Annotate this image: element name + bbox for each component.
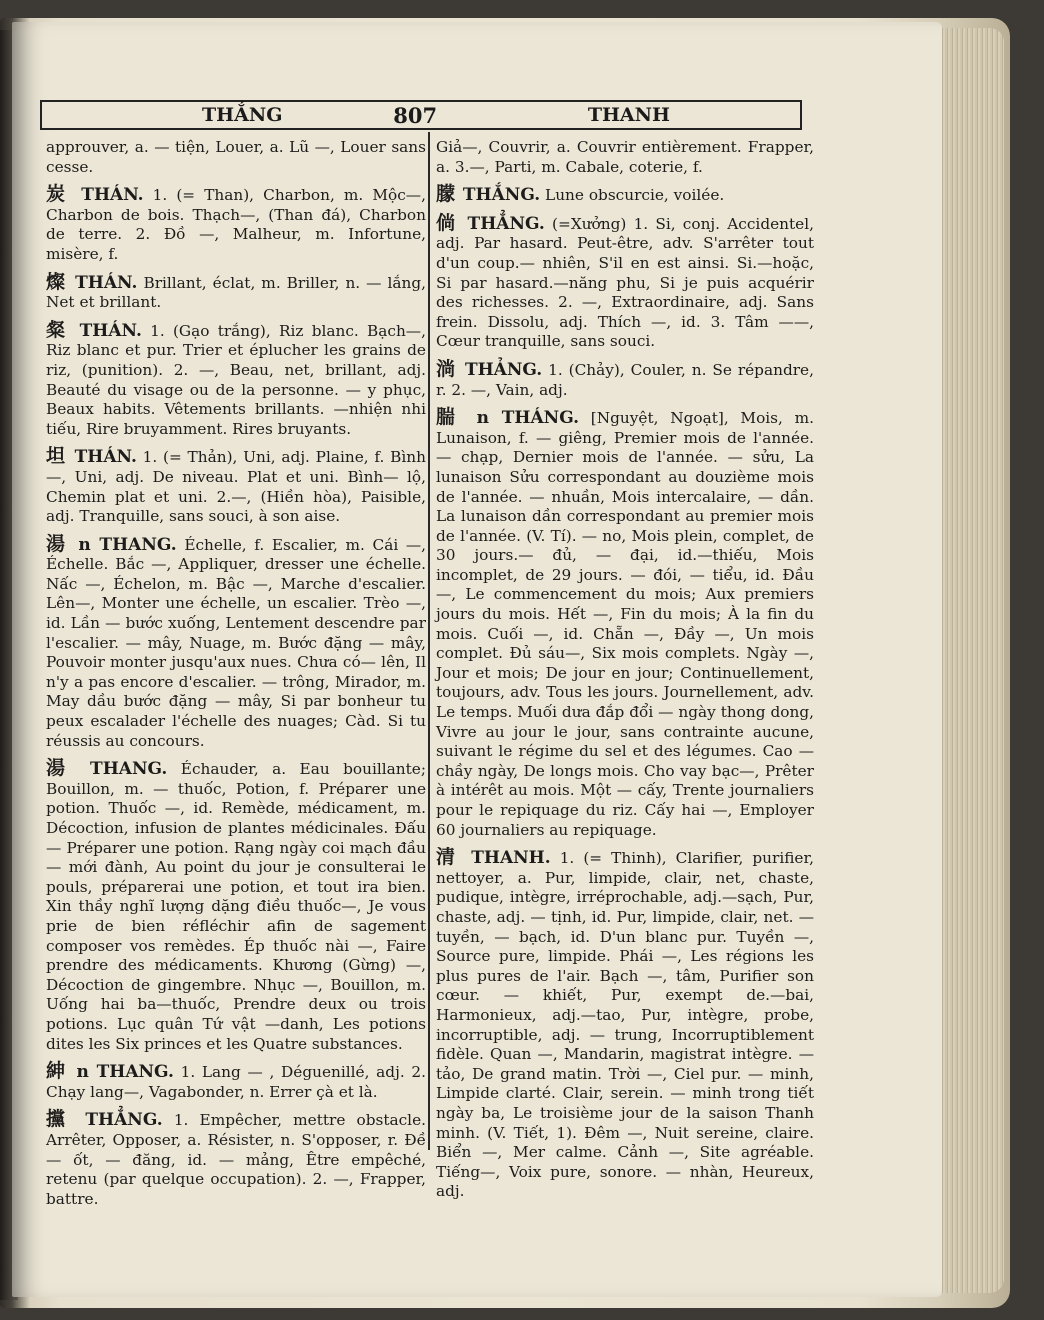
page-header xyxy=(40,100,802,130)
dictionary-entry xyxy=(46,759,426,1054)
han-character: 湯 xyxy=(46,757,74,780)
entry-text: approuver, a. — tiện, Louer, a. Lũ —, Louer sans cesse. xyxy=(46,138,426,176)
dictionary-entry xyxy=(436,848,814,1202)
han-character: 淌 xyxy=(436,357,457,380)
headword: THÁN. xyxy=(74,447,137,468)
header-right-word: THANH xyxy=(587,104,670,126)
headword: THÁN. xyxy=(75,272,138,293)
entry-text: 1. (= Thinh), Clarifier, purifier, nettoyer, a. Pur, limpide, clair, net, chaste, pudique, intègre, irréprochable, adj.—sạch, Pur, chaste, adj. — tịnh, id. Pur, limpide, clair, net. —tuyền, — bạch, id. D'un blanc pur. Tuyền —, Source pure, limpide. Phái —, Les régions les plus pures de l'air. Bạch —, tâm, Purifier son cœur. — khiết, Pur, exempt de.—bai, Harmonieux, adj.—tao, Pur, intègre, probe, incorruptible, adj. — trung, Incorruptiblement fidèle. Quan —, Mandarin, magistrat intègre. — tảo, De grand matin. Trời —, Ciel pur. — minh, Limpide clarté. Clair, serein. — minh trong tiết ngày ba, Le troisième jour de la saison Thanh minh. (V. Tiết, 1). Đêm —, Nuit sereine, claire. Biển —, Mer calme. Cảnh —, Site agréable. Tiếng—, Voix pure, sonore. — nhàn, Heureux, adj. xyxy=(436,849,814,1201)
han-character: 倘 xyxy=(436,211,458,234)
han-character: 清 xyxy=(436,846,460,869)
entry-text: 1. (= Than), Charbon, m. Mộc—, Charbon de bois. Thạch—, (Than đá), Charbon de terre. 2. Đồ —, Malheur, m. Infortune, misère, f. xyxy=(46,186,426,263)
dictionary-entry xyxy=(46,270,426,313)
han-character: 腨 xyxy=(436,406,462,429)
headword: n THANG. xyxy=(78,534,177,555)
dictionary-entry xyxy=(46,447,426,526)
page-number: 807 xyxy=(393,102,438,128)
dictionary-entry xyxy=(46,1110,426,1209)
headword: THẲNG. xyxy=(85,1110,163,1131)
dictionary-entry xyxy=(46,185,426,264)
dictionary-entry xyxy=(46,138,426,177)
han-character: 燦 xyxy=(46,270,67,293)
entry-text: [Nguyệt, Ngoạt], Mois, m. Lunaison, f. — giêng, Premier mois de l'année. — chạp, Dernier mois de l'année. — sửu, La lunaison Sửu correspondant au douzième mois de l'année. — nhuần, Mois intercalaire, — dần. La lunaison dần correspondant au premier mois de l'année. (V. Tí). — no, Mois plein, complet, de 30 jours.— đủ, — đại, id.—thiếu, Mois incomplet, de 29 jours. — đói, — tiểu, id. Đầu —, Le commencement du mois; Aux premiers jours du mois. Hết —, Fin du mois; À la fin du mois. Cuối —, id. Chẵn —, Đầy —, Un mois complet. Đủ sáu—, Six mois complets. Ngày —, Jour et mois; De jour en jour; Continuellement, toujours, adv. Tous les jours. Journellement, adv. Le temps. Muối dưa đắp đổi — ngày thong dong, Vivre au jour le jour, sans contrainte aucune, suivant le régime du sel et des légumes. Cao —chầy ngày, De longs mois. Cho vay bạc—, Prêter à intérêt au mois. Một — cấy, Trente journaliers pour le repiquage du riz. Cấy hai —, Employer 60 journaliers au repiquage. xyxy=(436,409,814,839)
headword: THẲNG. xyxy=(467,213,545,234)
han-character: 粲 xyxy=(46,318,69,341)
headword: THANH. xyxy=(471,848,551,869)
entry-text: Échelle, f. Escalier, m. Cái —, Échelle. Bắc —, Appliquer, dresser une échelle. Nấc —, Échelon, m. Bậc —, Marche d'escalier. Lên—, Monter une échelle, un escalier. Trèo —, id. Lần — bước xuống, Lentement descendre par l'escalier. — mây, Nuage, m. Bước đặng — mây, Pouvoir monter jusqu'aux nues. Chưa có— lên, Il n'y a pas encore d'escalier. — trông, Mirador, m. May dầu bước đặng — mây, Si par bonheur tu peux escalader l'échelle des nuages; Càd. Si tu réussis au concours. xyxy=(46,535,426,750)
headword: THẢNG. xyxy=(464,359,543,380)
entry-text: (=Xưởng) 1. Si, conj. Accidentel, adj. Par hasard. Peut-être, adv. S'arrêter tout d'un coup.— nhiên, S'il en est ainsi. Si.—hoặc, Si par hasard.—năng phu, Si je puis acquérir des richesses. 2. —, Extraordinaire, adj. Sans frein. Dissolu, adj. Thích —, id. 3. Tâm ——, Cœur tranquille, sans souci. xyxy=(436,214,814,351)
entry-text: Giả—, Couvrir, a. Couvrir entièrement. Frapper, a. 3.—, Parti, m. Cabale, coterie, f. xyxy=(436,138,814,176)
entry-text: Brillant, éclat, m. Briller, n. — lắng, Net et brillant. xyxy=(46,273,426,312)
dictionary-entry xyxy=(46,532,426,752)
dictionary-entry xyxy=(436,211,814,352)
dictionary-entry xyxy=(436,357,814,400)
han-character: 攩 xyxy=(46,1108,72,1131)
dictionary-entry xyxy=(436,138,814,177)
dictionary-entry xyxy=(436,185,814,206)
han-character: 朦 xyxy=(436,183,456,206)
headword: THẮNG. xyxy=(462,185,541,206)
column-divider xyxy=(428,132,430,1150)
han-character: 坦 xyxy=(46,445,66,468)
dictionary-entry xyxy=(46,318,426,440)
page-edges xyxy=(940,28,1004,1293)
headword: THÁN. xyxy=(81,185,144,206)
dictionary-entry xyxy=(436,408,814,840)
headword: THÁN. xyxy=(79,320,142,341)
entry-text: Échauder, a. Eau bouillante; Bouillon, m. — thuốc, Potion, f. Préparer une potion. Thuốc —, id. Remède, médicament, m. Décoction, infusion de plantes médicinales. Đấu— Préparer une potion. Rạng ngày coi mạch đầu — mới đành, Au point du jour je consulterai le pouls, préparerai une potion, et tout ira bien. Xin thầy nghĩ lượng dặng điều thuốc—, Je vous prie de bien réfléchir afin de sagement composer vos remèdes. Ép thuốc nài —, Faire prendre des médicaments. Khương (Gừng) —, Décoction de gingembre. Nhục —, Bouillon, m. Uống hai ba—thuốc, Prendre deux ou trois potions. Lục quân Tứ vật —danh, Les potions dites les Six princes et les Quatre substances. xyxy=(46,760,426,1053)
entry-text: 1. Empêcher, mettre obstacle. Arrêter, Opposer, a. Résister, n. S'opposer, r. Đề — ốt, — đăng, id. — mảng, Être empêché, retenu (par quelque occupation). 2. —, Frapper, battre. xyxy=(46,1111,426,1208)
entry-text: 1. (= Thản), Uni, adj. Plaine, f. Bình —, Uni, adj. De niveau. Plat et uni. Bình— lộ, Chemin plat et uni. 2.—, (Hiền hòa), Paisible, adj. Tranquille, sans souci, à son aise. xyxy=(46,448,426,526)
headword: THANG. xyxy=(90,759,168,780)
entry-text: Lune obscurcie, voilée. xyxy=(545,186,725,205)
entry-text: 1. (Gạo trắng), Riz blanc. Bạch—, Riz blanc et pur. Trier et éplucher les grains de riz, (punition). 2. —, Beau, net, brillant, adj. Beauté du visage ou de la personne. — y phục, Beaux habits. Vêtements brillants. —nhiện nhi tiếu, Rire bruyamment. Rires bruyants. xyxy=(46,321,426,438)
entry-text: 1. (Chảy), Couler, n. Se répandre, r. 2. —, Vain, adj. xyxy=(436,360,814,399)
dictionary-entry xyxy=(46,1062,426,1102)
entry-text: 1. Lang — , Déguenillé, adj. 2. Chạy lang—, Vagabonder, n. Errer çà et là. xyxy=(46,1063,426,1101)
left-column xyxy=(46,138,426,1217)
han-character: 紳 xyxy=(46,1060,67,1083)
headword: n THANG. xyxy=(76,1062,174,1083)
headword: n THÁNG. xyxy=(476,408,580,429)
right-column xyxy=(436,138,814,1210)
header-left-word: THẮNG xyxy=(202,104,283,126)
han-character: 炭 xyxy=(46,183,70,206)
han-character: 湯 xyxy=(46,532,68,555)
